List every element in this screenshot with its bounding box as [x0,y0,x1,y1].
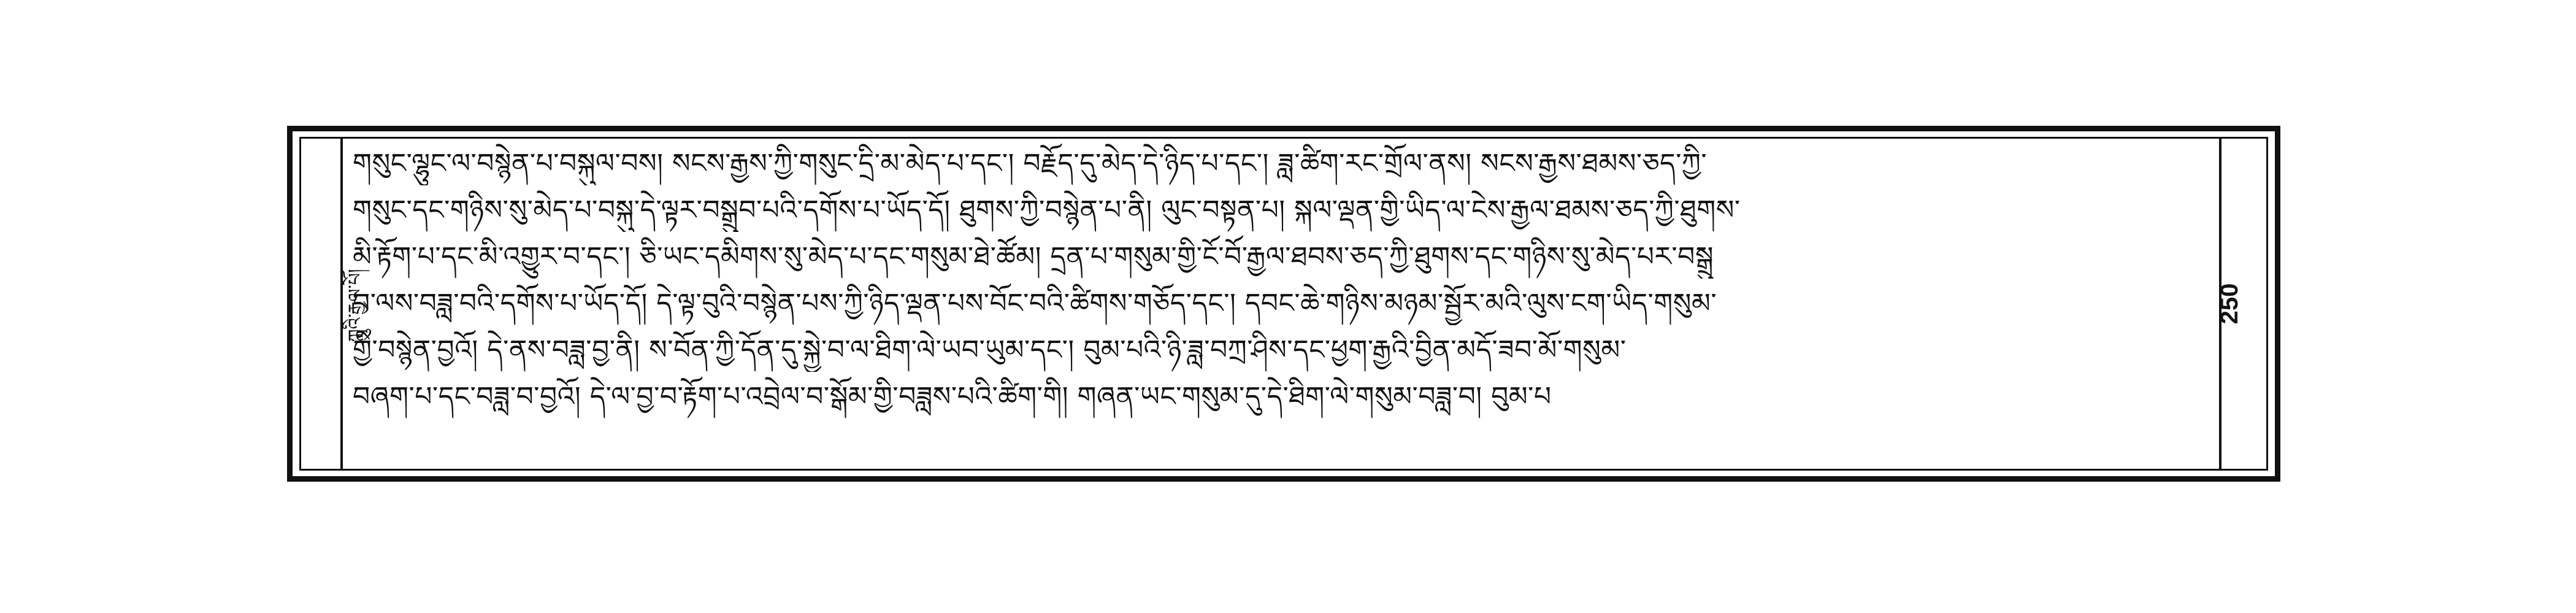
text-line-7 [353,422,2211,465]
text-line-1: གསུང་ལྷུང་ལ་བསྙེན་པ་བསྐུལ་བས། སངས་རྒྱས་ཀྱི་གསུང་དྲི་མ་མེད་པ་དང་། བརྗོད་དུ་མེད་དེ་ཉིད་པ་དང་། ཟླ་ཚིག་རང་གྲོལ་ནས། སངས་རྒྱས་ཐམས་ཅད་ཀྱི་ [353,148,1708,179]
text-line-6: བཞག་པ་དང་བཟླ་བ་བྱའོ། དེ་ལ་བྱ་བ་རྟོག་པ་འབྲེལ་བ་སྒོམ་གྱི་བཟླས་པའི་ཚིག་གི། གཞན་ཡང་གསུམ་དུ་དེ་ཐིག་ལེ་གསུམ་བཟླ་བ། བུམ་པ [353,381,1552,412]
text-line-4: བ་ལས་བཟླ་བའི་དགོས་པ་ཡོད་དོ། དེ་ལྟ་བུའི་བསྙེན་པས་ཀྱི་ཉིད་ལྡན་པས་བོང་བའི་ཚིགས་གཅོད་དང་། དབང་ཆེ་གཉིས་མཉམ་སྦྱོར་མའི་ལུས་ངག་ཡིད་གསུམ་ [353,288,1717,319]
margin-title: ཀླུའི་རྒྱལ་པོ། [345,269,366,342]
text-line-2: གསུང་དང་གཉིས་སུ་མེད་པ་བསྐུ་དེ་ལྟར་བསྒྲུབ་པའི་དགོས་པ་ཡོད་དོ། ཐུགས་ཀྱི་བསྙེན་པ་ནི། ལུང་བསྟན་པ། སྐལ་ལྡན་གྱི་ཡིད་ལ་ངེས་རྒྱལ་ཐམས་ཅད་ཀྱི་ཐུགས་ [353,195,1741,226]
text-body [353,142,2211,465]
text-line-3: མི་རྟོག་པ་དང་མི་འགྱུར་བ་དང་། ཅི་ཡང་དམིགས་སུ་མེད་པ་དང་གསུམ་ཐེ་ཚོམ། དྲན་པ་གསུམ་གྱི་ངོ་བོ་རྒྱལ་ཐབས་ཅད་ཀྱི་ཐུགས་དང་གཉིས་སུ་མེད་པར་བསྒྲུ [353,241,1714,272]
folio-number: 250 [2216,283,2243,325]
text-line-5: གྱི་བསྙེན་བྱའོ། དེ་ནས་བཟླ་བྱ་ནི། ས་བོན་ཀྱི་དོན་དུ་སྐྱེ་བ་ལ་ཐིག་ལེ་ཡབ་ཡུམ་དང་། བུམ་པའི་ཉི་ཟླ་བཀྲ་ཤིས་དང་ཕྱག་རྒྱའི་བྱིན་མདོ་ཟབ་མོ་གསུམ་ [353,334,1627,366]
left-margin-divider [340,137,343,471]
